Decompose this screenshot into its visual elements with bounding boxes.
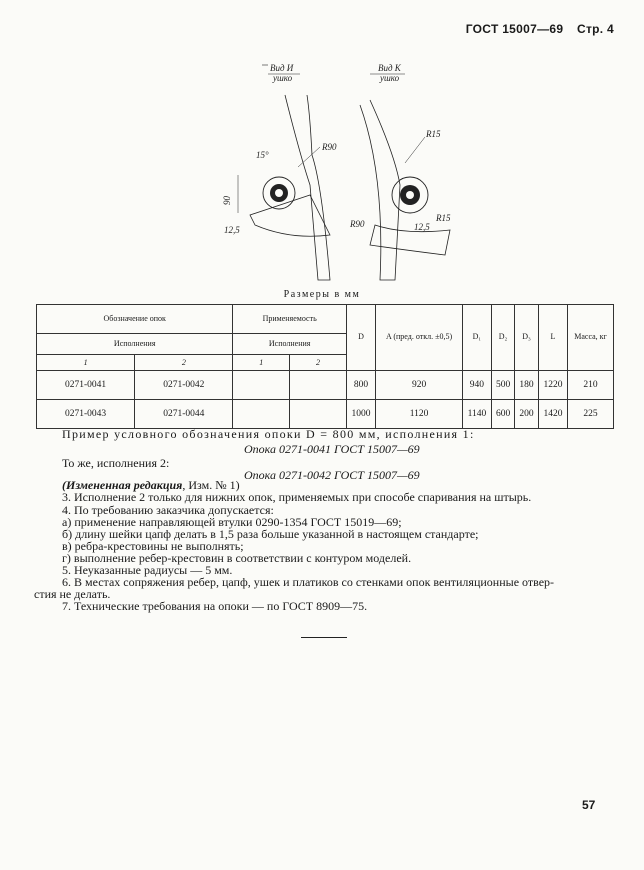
table-row [37,371,614,400]
dim-r12-5-left: 12,5 [224,225,240,235]
change-note-bold: (Измененная редакция [62,478,183,492]
dim-r15-leader [405,137,425,163]
cell: 1140 [462,400,491,429]
num-col: 1 [37,355,135,371]
cell: 500 [491,371,514,400]
num-col: 2 [290,355,347,371]
paragraph-4d: г) выполнение ребер-крестовин в соответствии с контуром моделей. [62,551,412,565]
view-k-hole-inner [406,191,414,199]
paragraph-5: 5. Неуказанные радиусы — 5 мм. [62,563,233,577]
divider [301,637,347,638]
page-header [456,22,614,36]
col-execution-2: Исполнения [233,334,346,355]
view-i-rib [285,95,330,280]
view-k-drawing [349,63,451,280]
cell: 600 [491,400,514,429]
table-row [37,400,614,429]
view-k-rib [360,100,400,280]
example-designation: Опока 0271-0041 ГОСТ 15007—69 [244,442,420,456]
cell: 180 [515,371,538,400]
col-d3: D₃ [515,305,538,371]
paragraph-6-cont: стия не делать. [34,587,111,601]
cell: 800 [346,371,375,400]
cell: 0271-0043 [37,400,135,429]
col-designation: Обозначение опок [37,305,233,334]
col-d2: D₂ [491,305,514,371]
same-designation: Опока 0271-0042 ГОСТ 15007—69 [244,468,420,482]
view-i-hole-inner [275,189,283,197]
paragraph-7: 7. Технические требования на опоки — по ГОСТ 8909—75. [62,599,368,613]
technical-drawing [200,55,460,287]
cell [233,400,290,429]
standard-code: ГОСТ 15007—69 [465,22,564,36]
col-l: L [538,305,567,371]
same-text: То же, исполнения 2: [62,456,170,470]
paragraph-4: 4. По требованию заказчика допускается: [62,503,274,517]
page-label: Стр. 4 [576,22,614,36]
view-i-label: Вид И [270,63,294,73]
view-i-lug [250,195,330,236]
view-k-sub: ушко [380,73,400,83]
view-k-label: Вид К [378,63,401,73]
cell [233,371,290,400]
cell: 200 [515,400,538,429]
dim-angle: 15° [256,150,269,160]
num-col: 1 [233,355,290,371]
page-number: 57 [582,798,596,812]
dim-height: 90 [222,196,232,205]
cell: 920 [376,371,463,400]
table-title: Размеры в мм [283,289,361,300]
cell: 1120 [376,400,463,429]
col-d1: D₁ [462,305,491,371]
cell: 0271-0042 [135,371,233,400]
dim-r12-5-right: 12,5 [414,222,430,232]
cell: 225 [568,400,614,429]
col-execution: Исполнения [37,334,233,355]
dim-r90-left: R90 [322,142,337,152]
col-d: D [346,305,375,371]
col-applicability: Применяемость [233,305,346,334]
cell: 940 [462,371,491,400]
dim-r15-bottom: R15 [436,213,451,223]
cell: 0271-0044 [135,400,233,429]
view-k-lug [370,225,450,255]
dim-r90-right: R90 [350,219,365,229]
view-i-sub: ушко [273,73,293,83]
col-a: A (пред. откл. ±0,5) [376,305,463,371]
col-mass: Масса, кг [568,305,614,371]
cell: 210 [568,371,614,400]
paragraph-3: 3. Исполнение 2 только для нижних опок, применяемых при способе спаривания на штырь. [62,490,532,504]
paragraph-6: 6. В местах сопряжения ребер, цапф, ушек и платиков со стенками опок вентиляционные отвер- [62,575,555,589]
dim-r15-top: R15 [426,129,441,139]
change-note-rest: , Изм. № 1) [182,478,240,492]
num-col: 2 [135,355,233,371]
paragraph-4a: а) применение направляющей втулки 0290-1354 ГОСТ 15019—69; [62,515,402,529]
cell: 1420 [538,400,567,429]
cell [290,400,347,429]
paragraph-4b: б) длину шейки цапф делать в 1,5 раза больше указанной в настоящем стандарте; [62,527,479,541]
view-i-drawing [222,63,337,280]
cell: 1220 [538,371,567,400]
cell [290,371,347,400]
cell: 1000 [346,400,375,429]
cell: 0271-0041 [37,371,135,400]
paragraph-4c: в) ребра-крестовины не выполнять; [62,539,244,553]
dimensions-table [36,304,614,429]
example-text: Пример условного обозначения опоки D = 800 мм, исполнения 1: [62,427,475,441]
